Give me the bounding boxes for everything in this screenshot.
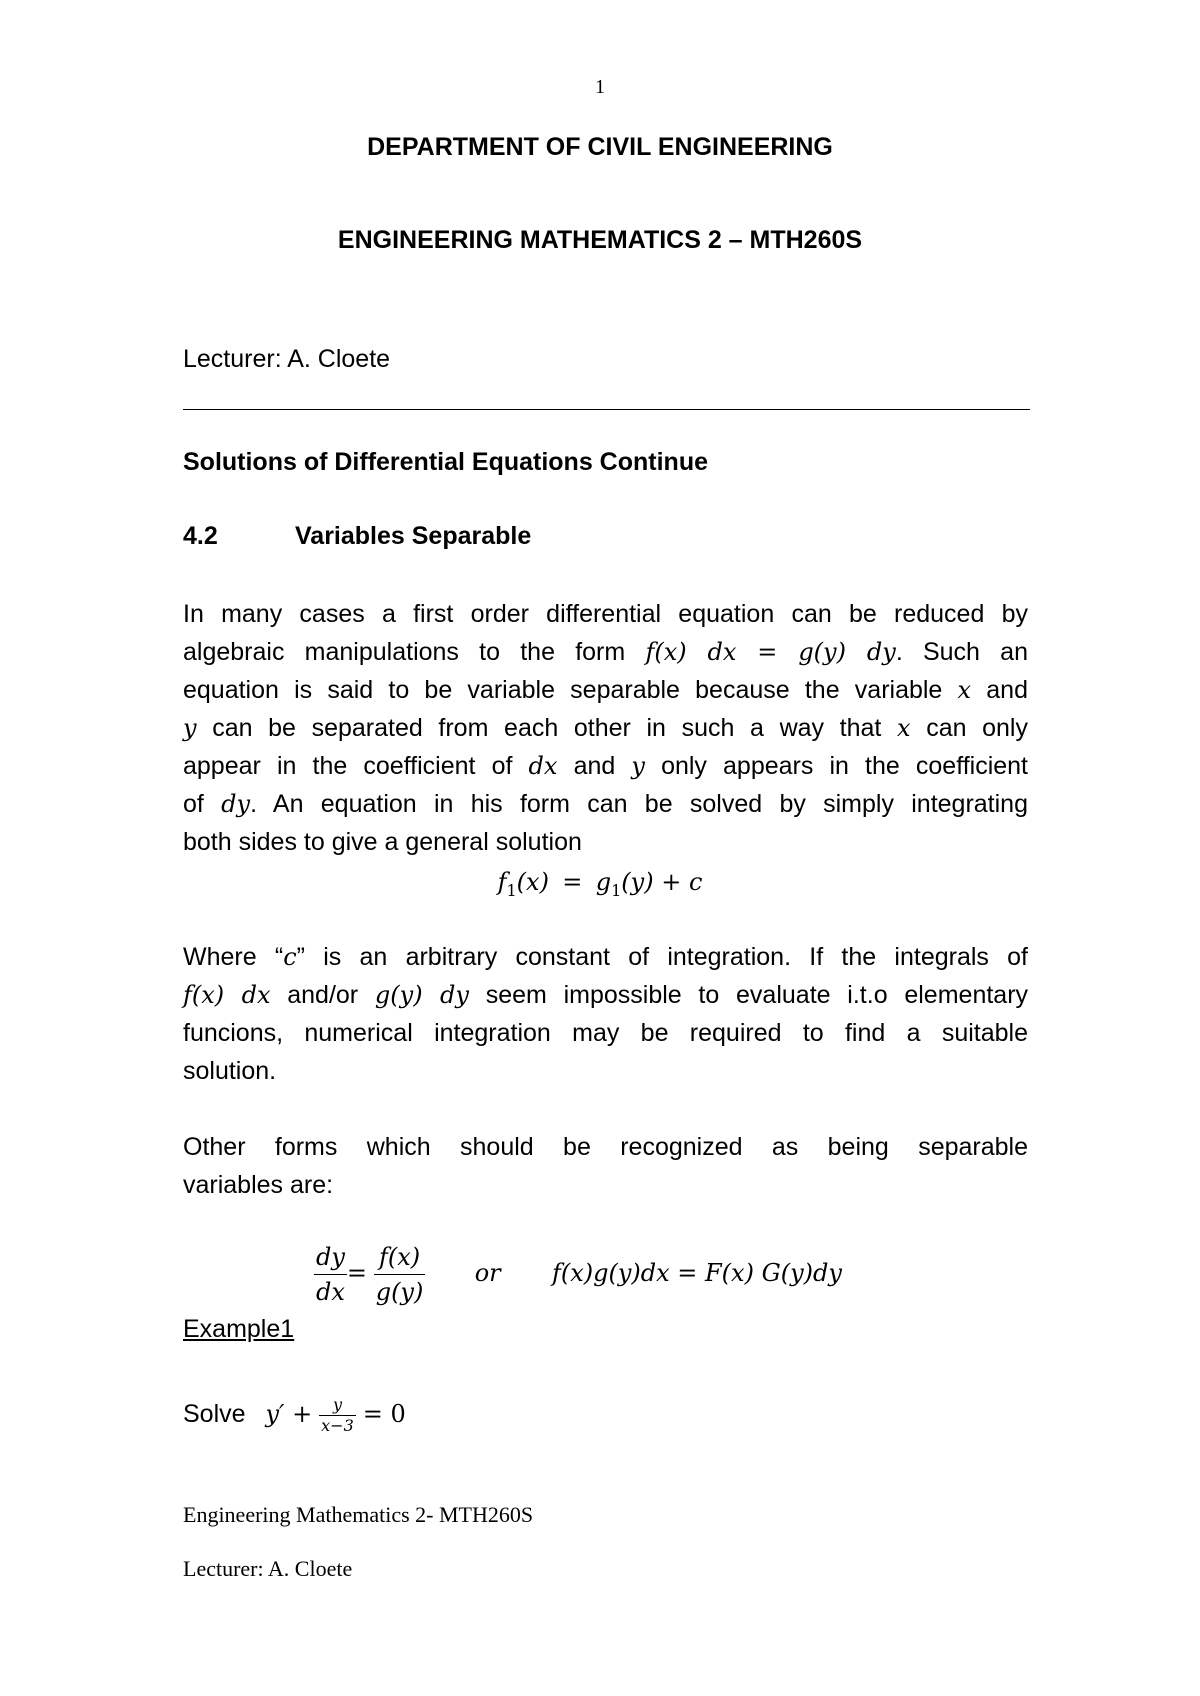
paragraph-line xyxy=(183,1166,1028,1204)
or-word: or xyxy=(474,1258,501,1287)
equals-sign: = xyxy=(562,868,583,896)
footer-course: Engineering Mathematics 2- MTH260S xyxy=(183,1502,534,1527)
math-inline: f(x) dx xyxy=(183,981,271,1009)
fraction-numerator: dy xyxy=(314,1240,347,1275)
math-symbol: g xyxy=(595,868,612,896)
other-forms-paragraph xyxy=(183,1128,1028,1204)
paragraph-line xyxy=(183,785,1028,823)
text-run: can only xyxy=(926,714,1028,742)
paragraph-line xyxy=(183,938,1028,976)
section-heading: Solutions of Differential Equations Continue xyxy=(183,448,708,476)
math-symbol: f xyxy=(497,868,507,896)
paragraph-line xyxy=(183,709,1028,747)
math-subscript: 1 xyxy=(506,880,517,900)
math-inline: x xyxy=(897,714,911,742)
text-run: In many cases a first order differential equation can be reduced by xyxy=(183,600,1028,628)
math-inline: x xyxy=(957,676,972,704)
intro-paragraph xyxy=(183,595,1028,861)
fraction-dy-dx xyxy=(314,1240,347,1309)
fraction-f-over-g xyxy=(374,1240,426,1309)
constant-paragraph xyxy=(183,938,1028,1090)
second-separable-form: f(x)g(y)dx = F(x) G(y)dy xyxy=(551,1258,842,1287)
math-inline: g(y) dy xyxy=(374,981,469,1009)
math-rhs: = 0 xyxy=(362,1400,406,1429)
math-inline: y xyxy=(183,714,197,742)
text-run: ” is an arbitrary constant of integration. If the integrals of xyxy=(296,943,1028,971)
page-number: 1 xyxy=(595,76,605,98)
text-run: Other forms which should be recognized as being separable xyxy=(183,1133,1028,1161)
general-solution-equation xyxy=(0,868,1200,900)
horizontal-divider xyxy=(183,409,1030,410)
example-problem xyxy=(183,1395,406,1436)
math-inline: f(x) dx = g(y) dy xyxy=(645,638,896,666)
course-title: ENGINEERING MATHEMATICS 2 – MTH260S xyxy=(337,226,863,254)
text-run: seem impossible to evaluate i.t.o elementary xyxy=(485,981,1029,1009)
subsection-title: Variables Separable xyxy=(295,522,532,550)
text-run: appear in the coefficient of xyxy=(183,752,513,780)
text-run: equation is said to be variable separable because the variable xyxy=(183,676,943,704)
paragraph-line xyxy=(183,823,1028,861)
math-inline: dx xyxy=(528,752,558,780)
math-inline: y xyxy=(631,752,645,780)
fraction-numerator: y xyxy=(319,1395,356,1416)
text-run: only appears in the coefficient xyxy=(661,752,1028,780)
footer-lecturer: Lecturer: A. Cloete xyxy=(183,1556,353,1581)
paragraph-line xyxy=(183,1128,1028,1166)
text-run: solution. xyxy=(183,1057,277,1085)
text-run: algebraic manipulations to the form xyxy=(183,638,626,666)
fraction-denominator: g(y) xyxy=(375,1278,424,1306)
math-subscript: 1 xyxy=(611,880,622,900)
paragraph-line xyxy=(183,633,1028,671)
department-title: DEPARTMENT OF CIVIL ENGINEERING xyxy=(367,133,833,161)
example-label: Example1 xyxy=(183,1315,295,1343)
text-run: Where “ xyxy=(183,943,284,971)
text-run: can be separated from each other in such a way that xyxy=(212,714,882,742)
paragraph-line xyxy=(183,1052,1028,1090)
math-lhs: y′ + xyxy=(265,1400,313,1429)
lecturer-line: Lecturer: A. Cloete xyxy=(183,345,391,373)
paragraph-line xyxy=(183,671,1028,709)
paragraph-line xyxy=(183,595,1028,633)
math-inline: dy xyxy=(221,790,251,818)
fraction-denominator: dx xyxy=(316,1278,345,1306)
text-run: . Such an xyxy=(895,638,1028,666)
text-run: of xyxy=(183,790,204,818)
text-run: and xyxy=(573,752,616,780)
math-symbol: (y) + c xyxy=(621,868,703,896)
paragraph-line xyxy=(183,747,1028,785)
solve-word: Solve xyxy=(183,1400,246,1429)
math-inline: c xyxy=(283,943,297,971)
fraction-denominator: x−3 xyxy=(321,1416,354,1435)
text-run: variables are: xyxy=(183,1171,334,1199)
equals-sign: = xyxy=(346,1258,368,1287)
text-run: both sides to give a general solution xyxy=(183,828,582,856)
fraction-y-over-x-minus-3 xyxy=(319,1395,356,1436)
text-run: funcions, numerical integration may be required to find a suitable xyxy=(183,1019,1028,1047)
subsection-number: 4.2 xyxy=(183,522,218,550)
paragraph-line xyxy=(183,1014,1028,1052)
text-run: . An equation in his form can be solved by simply integrating xyxy=(250,790,1028,818)
text-run: and xyxy=(986,676,1028,704)
paragraph-line xyxy=(183,976,1028,1014)
separable-forms-equation xyxy=(314,1240,842,1309)
fraction-numerator: f(x) xyxy=(374,1240,426,1275)
text-run: and/or xyxy=(287,981,359,1009)
math-symbol: (x) xyxy=(516,868,549,896)
